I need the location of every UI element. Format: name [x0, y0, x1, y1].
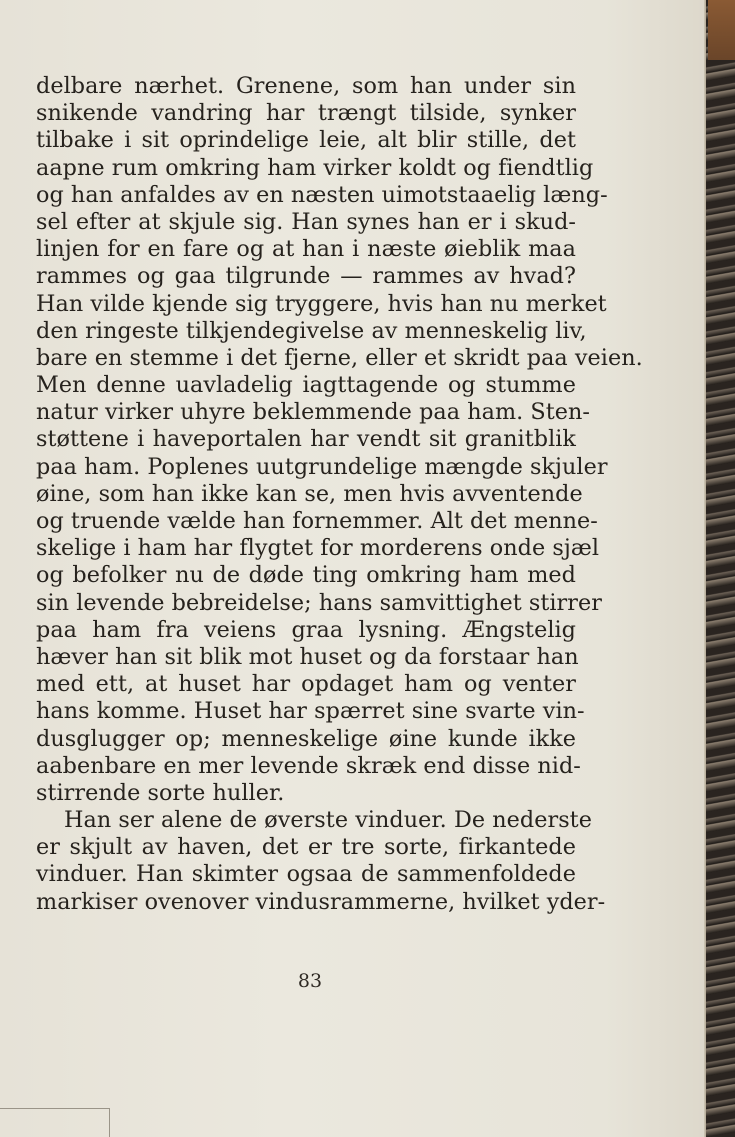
text-line: snikende vandring har trængt tilside, synker	[36, 100, 576, 127]
text-line: og han anfaldes av en næsten uimotstaaelig læng-	[36, 181, 608, 208]
text-line: er skjult av haven, det er tre sorte, firkantede	[36, 834, 576, 861]
text-line: vinduer. Han skimter ogsaa de sammenfoldede	[36, 861, 576, 888]
text-line: markiser ovenover vindusrammerne, hvilket yder-	[36, 888, 606, 915]
text-line: natur virker uhyre beklemmende paa ham. Sten-	[36, 399, 591, 426]
text-line: Men denne uavladelig iagttagende og stumme	[36, 372, 576, 399]
book-binding	[706, 0, 735, 1137]
text-line: aapne rum omkring ham virker koldt og fiendtlig	[36, 154, 594, 181]
body-text	[36, 73, 643, 916]
text-line: stirrende sorte huller.	[36, 779, 285, 806]
text-line: sin levende bebreidelse; hans samvittighet stirrer	[36, 589, 602, 616]
text-line: paa ham fra veiens graa lysning. Ængstelig	[36, 616, 576, 643]
text-line: dusglugger op; menneskelige øine kunde ikke	[36, 725, 576, 752]
text-line: med ett, at huset har opdaget ham og venter	[36, 671, 576, 698]
text-line: rammes og gaa tilgrunde — rammes av hvad?	[36, 263, 576, 290]
text-line: hans komme. Huset har spærret sine svarte vin-	[36, 698, 585, 725]
text-line: sel efter at skjule sig. Han synes han er i skud-	[36, 208, 576, 235]
text-line: delbare nærhet. Grenene, som han under sin	[36, 73, 576, 99]
text-line: hæver han sit blik mot huset og da forstaar han	[36, 643, 579, 670]
text-line: paa ham. Poplenes uutgrundelige mængde skjuler	[36, 453, 608, 480]
text-line: øine, som han ikke kan se, men hvis avventende	[36, 480, 583, 507]
text-line: linjen for en fare og at han i næste øieblik maa	[36, 236, 576, 263]
text-line: Han ser alene de øverste vinduer. De nederste	[64, 807, 592, 834]
text-line: og befolker nu de døde ting omkring ham med	[36, 562, 576, 589]
text-line: støttene i haveportalen har vendt sit granitblik	[36, 426, 576, 453]
text-line: bare en stemme i det fjerne, eller et skridt paa veien.	[36, 344, 643, 371]
text-line: Han vilde kjende sig tryggere, hvis han nu merket	[36, 290, 607, 317]
text-line: og truende vælde han fornemmer. Alt det menne-	[36, 508, 598, 534]
page-number: 83	[297, 970, 323, 992]
binding-top-cover	[708, 0, 735, 60]
text-line: aabenbare en mer levende skræk end disse nid-	[36, 752, 581, 779]
text-line: den ringeste tilkjendegivelse av menneskelig liv,	[36, 317, 587, 344]
text-line: skelige i ham har flygtet for morderens onde sjæl	[36, 535, 600, 562]
text-line: tilbake i sit oprindelige leie, alt blir stille, det	[36, 127, 576, 154]
page-corner-fold	[0, 1108, 110, 1137]
